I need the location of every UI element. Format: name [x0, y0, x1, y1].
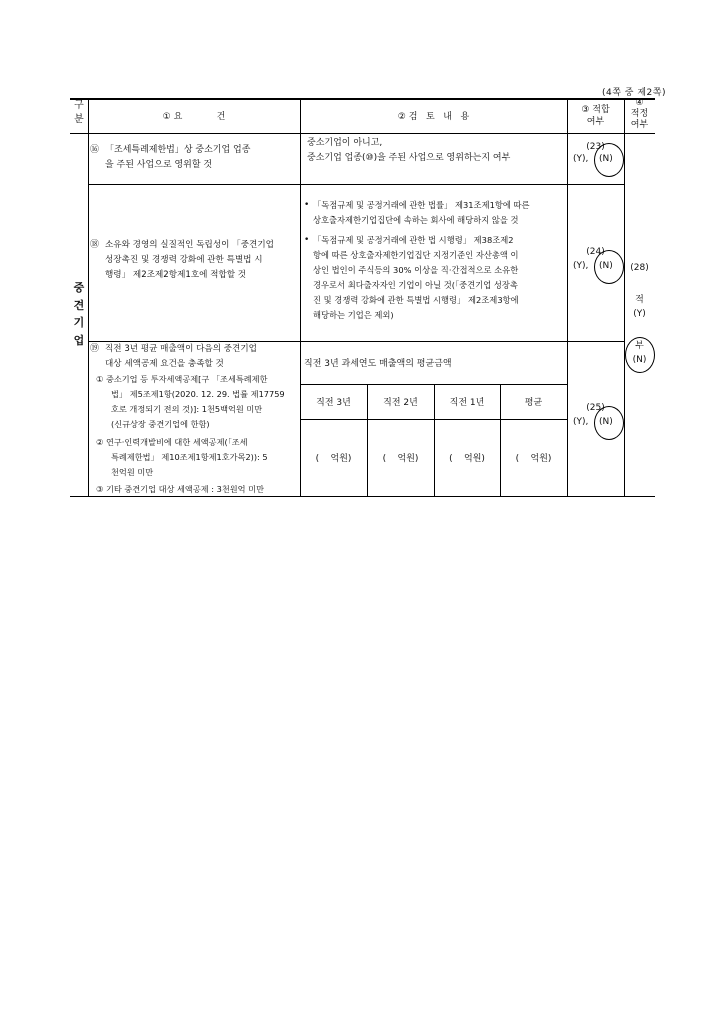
row-18-no-circle [594, 250, 624, 284]
row-16-req-line1: 「조세특례제한법」상 중소기업 업종 [105, 145, 251, 155]
row-16-fit-yes[interactable]: (Y), [573, 154, 589, 164]
header-overall-line3: 여부 [630, 120, 649, 130]
sales-header-2y: 직전 2년 [383, 398, 418, 408]
sales-header-3y: 직전 3년 [316, 398, 351, 408]
row-16-review-line1: 중소기업이 아니고, [307, 138, 383, 148]
overall-num: (28) [630, 263, 649, 273]
row-19-sub2-line2: 특례제한법」 제10조제1항제1호가목2)): 5 [111, 452, 268, 462]
row-19-sub1-line4: (신규상장 중견기업에 한함) [111, 419, 210, 429]
row-18-bullet1-line2: 상호출자제한기업집단에 속하는 회사에 해당하지 않을 것 [313, 215, 519, 225]
row-18-bullet1: • [304, 200, 310, 210]
header-overall-line1: ④ [635, 98, 644, 108]
sales-value-2y[interactable]: ( 억원) [382, 454, 419, 464]
header-fit-line2: 여부 [586, 117, 605, 127]
overall-yes-label: 적 [635, 295, 644, 305]
row-18-fit-num: (24) [586, 247, 605, 257]
row-19-fit-no[interactable]: (N) [599, 417, 613, 427]
row-19-req-line1: 직전 3년 평균 매출액이 다음의 중견기업 [105, 344, 257, 354]
overall-yes-mark[interactable]: (Y) [633, 309, 646, 319]
row-18-bullet2-line1: 「독점규제 및 공정거래에 관한 법 시행령」 제38조제2 [313, 235, 514, 245]
sales-header-1y: 직전 1년 [449, 398, 485, 408]
category-label: 중 견 기 업 [73, 281, 85, 347]
row-18-bullet2-line3: 상인 법인이 주식등의 30% 이상을 직·간접적으로 소유한 [313, 265, 519, 275]
row-19-fit-num: (25) [586, 403, 605, 413]
row-19-fit-yes[interactable]: (Y), [573, 417, 589, 427]
row-18-bullet2: • [304, 235, 310, 245]
header-review: ② 검 토 내 용 [397, 112, 470, 122]
row-16-req-line2: 을 주된 사업으로 영위할 것 [105, 160, 213, 170]
row-16-fit-no[interactable]: (N) [599, 154, 613, 164]
row-19-sub1-line2: 법」 제5조제1항(2020. 12. 29. 법률 제17759 [111, 389, 285, 399]
row-19-sub2-line3: 천억원 미만 [111, 467, 154, 477]
sales-header-avg: 평균 [524, 398, 543, 408]
row-19-req-line2: 대상 세액공제 요건을 충족할 것 [105, 359, 224, 369]
row-18-bullet2-line6: 해당하는 기업은 제외) [313, 310, 394, 320]
row-16-no-circle [594, 143, 624, 177]
row-16-review-line2: 중소기업 업종(⑩)을 주된 사업으로 영위하는지 여부 [307, 153, 511, 163]
row-19-sub3-line1: ③ 기타 중견기업 대상 세액공제 : 3천원억 미만 [96, 484, 264, 494]
row-18-fit-no[interactable]: (N) [599, 261, 613, 271]
sales-value-3y[interactable]: ( 억원) [315, 454, 352, 464]
row-19-sub1-line3: 호로 개정되기 전의 것)]: 1천5백억원 미만 [111, 404, 263, 414]
row-18-bullet2-line5: 진 및 경쟁력 강화에 관한 특별법 시행령」 제2조제3항에 [313, 295, 519, 305]
page-indicator: (4쪽 중 제2쪽) [602, 88, 666, 98]
row-18-bullet2-line2: 항에 따른 상호출자제한기업집단 지정기준인 자산총액 이 [313, 250, 519, 260]
row-18-req-line2: 성장촉진 및 경쟁력 강화에 관한 특별법 시 [105, 255, 263, 265]
row-18-bullet2-line4: 경우로서 최다출자자인 기업이 아닐 것(「중견기업 성장촉 [313, 280, 518, 290]
row-19-no-circle [594, 406, 624, 440]
row-19-sub1-line1: ① 중소기업 등 투자세액공제[구 「조세특례제한 [96, 374, 268, 384]
row-18-num: ⑱ [90, 240, 100, 250]
header-overall-line2: 적정 [630, 109, 649, 119]
header-category: 구 분 [74, 100, 84, 125]
overall-no-circle [625, 337, 655, 373]
row-18-req-line1: 소유와 경영의 실질적인 독립성이 「중견기업 [105, 240, 274, 250]
sales-value-1y[interactable]: ( 억원) [449, 454, 485, 464]
row-19-review-title: 직전 3년 과세연도 매출액의 평균금액 [304, 359, 452, 369]
overall-no-mark[interactable]: (N) [632, 355, 647, 365]
row-18-req-line3: 행령」 제2조제2항제1호에 적합할 것 [105, 270, 247, 280]
row-16-num: ⑯ [90, 145, 100, 155]
row-19-num: ⑲ [90, 344, 100, 354]
header-requirement: ① 요 건 [162, 112, 226, 122]
header-fit-line1: ③ 적합 [581, 105, 610, 115]
overall-no-label: 부 [635, 341, 644, 351]
row-16-fit-num: (23) [586, 142, 605, 152]
sales-value-avg[interactable]: ( 억원) [515, 454, 552, 464]
row-19-sub2-line1: ② 연구·인력개발비에 대한 세액공제(「조세 [96, 437, 248, 447]
row-18-fit-yes[interactable]: (Y), [573, 261, 589, 271]
row-18-bullet1-line1: 「독점규제 및 공정거래에 관한 법률」 제31조제1항에 따른 [313, 200, 530, 210]
